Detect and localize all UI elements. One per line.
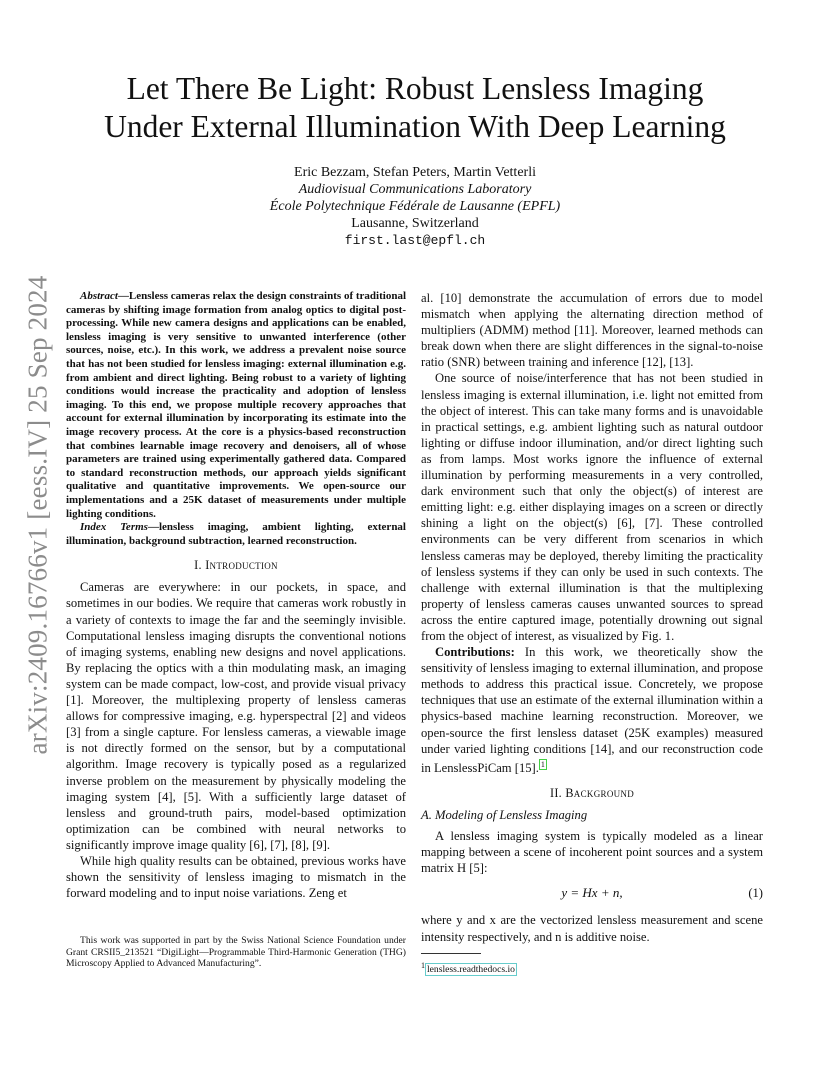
footnote-rule: [421, 953, 481, 954]
equation-1: [421, 882, 763, 906]
section-introduction-heading: I. Introduction: [194, 558, 278, 573]
right-paragraph-1: al. [10] demonstrate the accumulation of errors due to model mismatch when applying the alternating direction method of multipliers (ADMM) method [11]. Moreover, learned methods can break down when there are slight differences in the signal-to-noise ratio (SNR) between training and inference [12], [13].: [421, 291, 763, 370]
url-footnote: [421, 960, 763, 976]
abstract-text: —Lensless cameras relax the design constraints of traditional cameras by shifting image formation from analog optics to digital post-processing. While new camera designs and applications can be enabled, lensless imaging is very sensitive to unwanted interference (other sources, noise, etc.). In this work, we address a prevalent noise source that has not been studied for lensless imaging: external illumination e.g. from ambient and direct lighting. Being robust to a variety of lighting conditions would increase the practicality and adoption of lensless imaging. To this end, we propose multiple recovery approaches that account for external illumination by incorporating its estimate into the image recovery process. At the core is a physics-based reconstruction that combines learnable image recovery and denoisers, all of whose parameters are trained using experimentally gathered data. Compared to standard reconstruction methods, our approach yields significant qualitative and quantitative improvements. We open-source our implementations and a 25K dataset of measurements under multiple lighting conditions.: [66, 290, 406, 520]
funding-footnote: This work was supported in part by the Swiss National Science Foundation under Grant CRSII5_213521 “DigiLight—Programmable Third-Harmonic Generation (THG) Microscopy Applied to Advanced Manufacturing”.: [66, 935, 406, 970]
right-paragraph-2: One source of noise/interference that has not been studied in lensless imaging is external illumination, i.e. light not emitted from the object of interest. This can take many forms and is unavoidable in practical settings, e.g. ambient lighting such as natural outdoor lighting or diffuse indoor illumination, and/or direct lighting such as from lamps. Most works ignore the influence of external illumination by performing measurements in a very controlled, dark environment such that only the object(s) of interest are emitting light: e.g. either displaying images on a screen or directly shining a light on the object(s) [6], [7]. These controlled environments can be very different from scenarios in which lensless cameras may be deployed, thereby limiting the practicality of lensless systems if they can only be used in such contexts. The challenge with external illumination is that the multiplexing property of lensless cameras causes unwanted sources to spread across the entire captured image, potentially drowning out signal from the object of interest, as visualized by Fig. 1.: [421, 371, 763, 643]
right-column: [421, 290, 763, 945]
title-line-2: Under External Illumination With Deep Learning: [104, 109, 726, 144]
footnote-ref-1[interactable]: 1: [540, 759, 545, 769]
paper-title: [70, 70, 760, 146]
contributions-label: Contributions:: [435, 645, 515, 660]
arxiv-id-text: arXiv:2409.16766v1 [eess.IV] 25 Sep 2024: [22, 275, 53, 755]
url-footnote-mark: 1: [421, 961, 425, 970]
abstract-label: Abstract: [80, 290, 118, 302]
equation-number: (1): [748, 886, 763, 901]
contributions-text: In this work, we theoretically show the sensitivity of lensless imaging to external illumination, and propose methods to address this practical issue. Concretely, we propose techniques that use an estimate of the external illumination within a physics-based machine learning reconstruction. Moreover, we open-source the first lensless dataset (25K examples) measured under varied lighting conditions [14], and our reconstruction code in LenslessPiCam [15].: [421, 645, 763, 775]
author-lab: Audiovisual Communications Laboratory: [298, 182, 532, 197]
intro-paragraph-2: While high quality results can be obtained, previous works have shown the sensitivity of lensless imaging to mismatch in the forward modeling and to input noise variations. Zeng et: [66, 853, 406, 901]
background-paragraph-2: where y and x are the vectorized lensless measurement and scene intensity respectively, and n is additive noise.: [421, 913, 763, 944]
title-line-1: Let There Be Light: Robust Lensless Imaging: [126, 71, 704, 106]
author-institution: École Polytechnique Fédérale de Lausanne (EPFL): [269, 199, 561, 214]
author-email[interactable]: first.last@epfl.ch: [344, 233, 486, 248]
abstract: [66, 290, 406, 521]
index-terms: [66, 521, 406, 548]
contributions-paragraph: [421, 644, 763, 776]
index-terms-label: Index Terms: [80, 521, 148, 534]
equation-body: y = Hx + n,: [561, 885, 623, 901]
intro-paragraph-1: Cameras are everywhere: in our pockets, in space, and sometimes in our bodies. We require that cameras work robustly in a variety of contexts to image the far and the seemingly invisible. Computational lensless imaging disrupts the conventional notions of imaging systems, enabling new designs and novel applications. By replacing the optics with a thin modulating mask, an imaging system can be made compact, low-cost, and provide visual privacy [1]. Moreover, the multiplexing property of lensless cameras allows for compressive imaging, e.g. hyperspectral [2] and videos [3] from a single capture. For lensless cameras, a viewable image is not directly formed on the sensor, but by a computational algorithm. Image recovery is typically posed as a regularized inverse problem on the measurement by physically modeling the imaging system [4], [5]. With a sufficiently large dataset of lensless and ground-truth pairs, model-based optimization optimization can be combined with neural networks to significantly improve image quality [6], [7], [8], [9].: [66, 580, 406, 852]
subsection-modeling-heading: A. Modeling of Lensless Imaging: [421, 808, 588, 823]
docs-link[interactable]: lensless.readthedocs.io: [427, 964, 515, 976]
arxiv-identifier: [18, 275, 58, 755]
left-column: [66, 290, 406, 901]
index-terms-text: —lensless imaging, ambient lighting, external illumination, background subtraction, learned reconstruction.: [66, 521, 406, 547]
author-names: Eric Bezzam, Stefan Peters, Martin Vetterli: [294, 165, 536, 180]
author-block: [70, 164, 760, 249]
section-background-heading: II. Background: [549, 786, 635, 800]
background-paragraph-1: A lensless imaging system is typically modeled as a linear mapping between a scene of incoherent point sources and a system matrix H [5]:: [421, 829, 763, 876]
author-location: Lausanne, Switzerland: [351, 216, 479, 231]
